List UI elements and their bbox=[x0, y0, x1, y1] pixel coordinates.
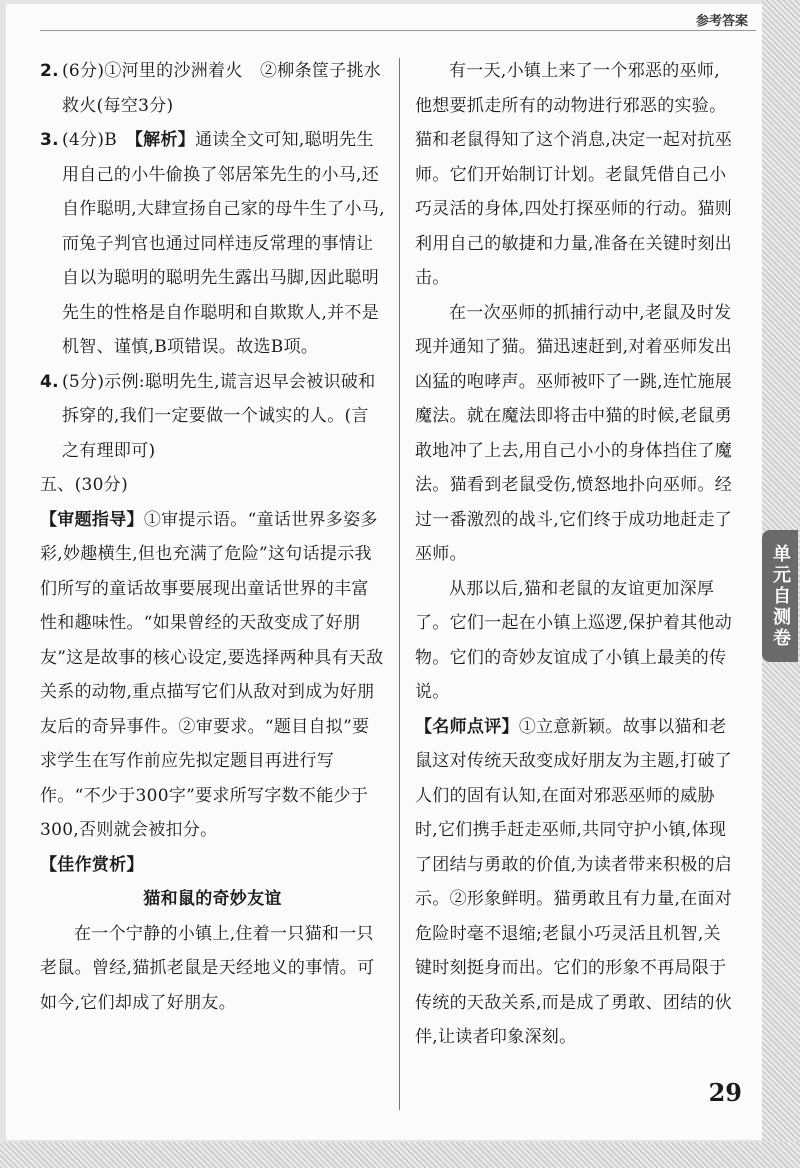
essay-paragraph: 从那以后,猫和老鼠的友谊更加深厚了。它们一起在小镇上巡逻,保护着其他动物。它们的奇妙友谊成了小镇上最美的传说。 bbox=[415, 578, 733, 702]
answer-4 bbox=[40, 365, 385, 469]
appreciation-tag: 【佳作赏析】 bbox=[40, 854, 144, 875]
answer-3 bbox=[40, 123, 385, 365]
page-number: 29 bbox=[708, 1078, 742, 1107]
right-column bbox=[415, 54, 737, 1055]
question-number: 3. bbox=[40, 130, 59, 150]
answer-text: (6分)①河里的沙洲着火 ②柳条筐子挑水救火(每空3分) bbox=[62, 61, 382, 116]
header-title: 参考答案 bbox=[695, 14, 748, 29]
essay-paragraph: 在一次巫师的抓捕行动中,老鼠及时发现并通知了猫。猫迅速赶到,对着巫师发出凶猛的咆哮声。巫师被吓了一跳,连忙施展魔法。就在魔法即将击中猫的时候,老鼠勇敢地冲了上去,用自己小小的身体挡住了魔法。猫看到老鼠受伤,愤怒地扑向巫师。经过一番激烈的战斗,它们终于成功地赶走了巫师。 bbox=[415, 302, 733, 564]
answer-2 bbox=[40, 54, 385, 123]
essay-paragraph: 在一个宁静的小镇上,住着一只猫和一只老鼠。曾经,猫抓老鼠是天经地义的事情。可如今,它们却成了好朋友。 bbox=[40, 923, 375, 1013]
left-column bbox=[40, 54, 385, 1020]
comment-tag: 【名师点评】 bbox=[415, 716, 519, 737]
answer-text: (5分)示例:聪明先生,谎言迟早会被识破和拆穿的,我们一定要做一个诚实的人。(言之有理即可) bbox=[62, 371, 376, 461]
answer-body bbox=[62, 123, 385, 365]
comment-text: ①立意新颖。故事以猫和老鼠这对传统天敌变成好朋友为主题,打破了人们的固有认知,在面对邪恶巫师的威胁时,它们携手赶走巫师,共同守护小镇,体现了团结与勇敢的价值,为读者带来积极的启示。②形象鲜明。猫勇敢且有力量,在面对危险时毫不退缩;老鼠小巧灵活且机智,关键时刻挺身而出。它们的形象不再局限于传统的天敌关系,而是成了勇敢、团结的伙伴,让读者印象深刻。 bbox=[415, 716, 733, 1047]
essay-paragraph: 有一天,小镇上来了一个邪恶的巫师,他想要抓走所有的动物进行邪恶的实验。猫和老鼠得知了这个消息,决定一起对抗巫师。它们开始制订计划。老鼠凭借自己小巧灵活的身体,四处打探巫师的行动。猫则利用自己的敏捷和力量,准备在关键时刻出击。 bbox=[415, 61, 733, 288]
comment-paragraph bbox=[415, 710, 737, 1055]
guide-tag: 【审题指导】 bbox=[40, 509, 144, 530]
guide-text: ①审提示语。“童话世界多姿多彩,妙趣横生,但也充满了危险”这句话提示我们所写的童话故事要展现出童话世界的丰富性和趣味性。“如果曾经的天敌变成了好朋友”这是故事的核心设定,要选择两种具有天敌关系的动物,重点描写它们从敌对到成为好朋友后的奇异事件。②审要求。“题目自拟”要求学生在写作前应先拟定题目再进行写作。“不少于300字”要求所写字数不能少于300,否则就会被扣分。 bbox=[40, 509, 384, 840]
answer-score: (4分)B bbox=[62, 130, 135, 150]
scan-edge-bottom bbox=[0, 1142, 800, 1168]
question-number: 4. bbox=[40, 371, 59, 392]
essay-title: 猫和鼠的奇妙友谊 bbox=[143, 889, 282, 909]
unit-test-tab: 单元自测卷 bbox=[762, 530, 798, 662]
section-five-label: 五、(30分) bbox=[40, 475, 128, 495]
analysis-tag: 【解析】 bbox=[134, 130, 196, 150]
analysis-text: 通读全文可知,聪明先生用自己的小牛偷换了邻居笨先生的小马,还自作聪明,大肆宣扬自己家的母牛生了小马,而兔子判官也通过同样违反常理的事情让自以为聪明的聪明先生露出马脚,因此聪明先生的性格是自作聪明和自欺欺人,并不是机智、谨慎,B项错误。故选B项。 bbox=[62, 130, 385, 357]
guide-paragraph bbox=[40, 503, 385, 848]
column-divider bbox=[399, 58, 400, 1110]
question-number: 2. bbox=[40, 61, 59, 81]
header-rule bbox=[40, 30, 756, 31]
